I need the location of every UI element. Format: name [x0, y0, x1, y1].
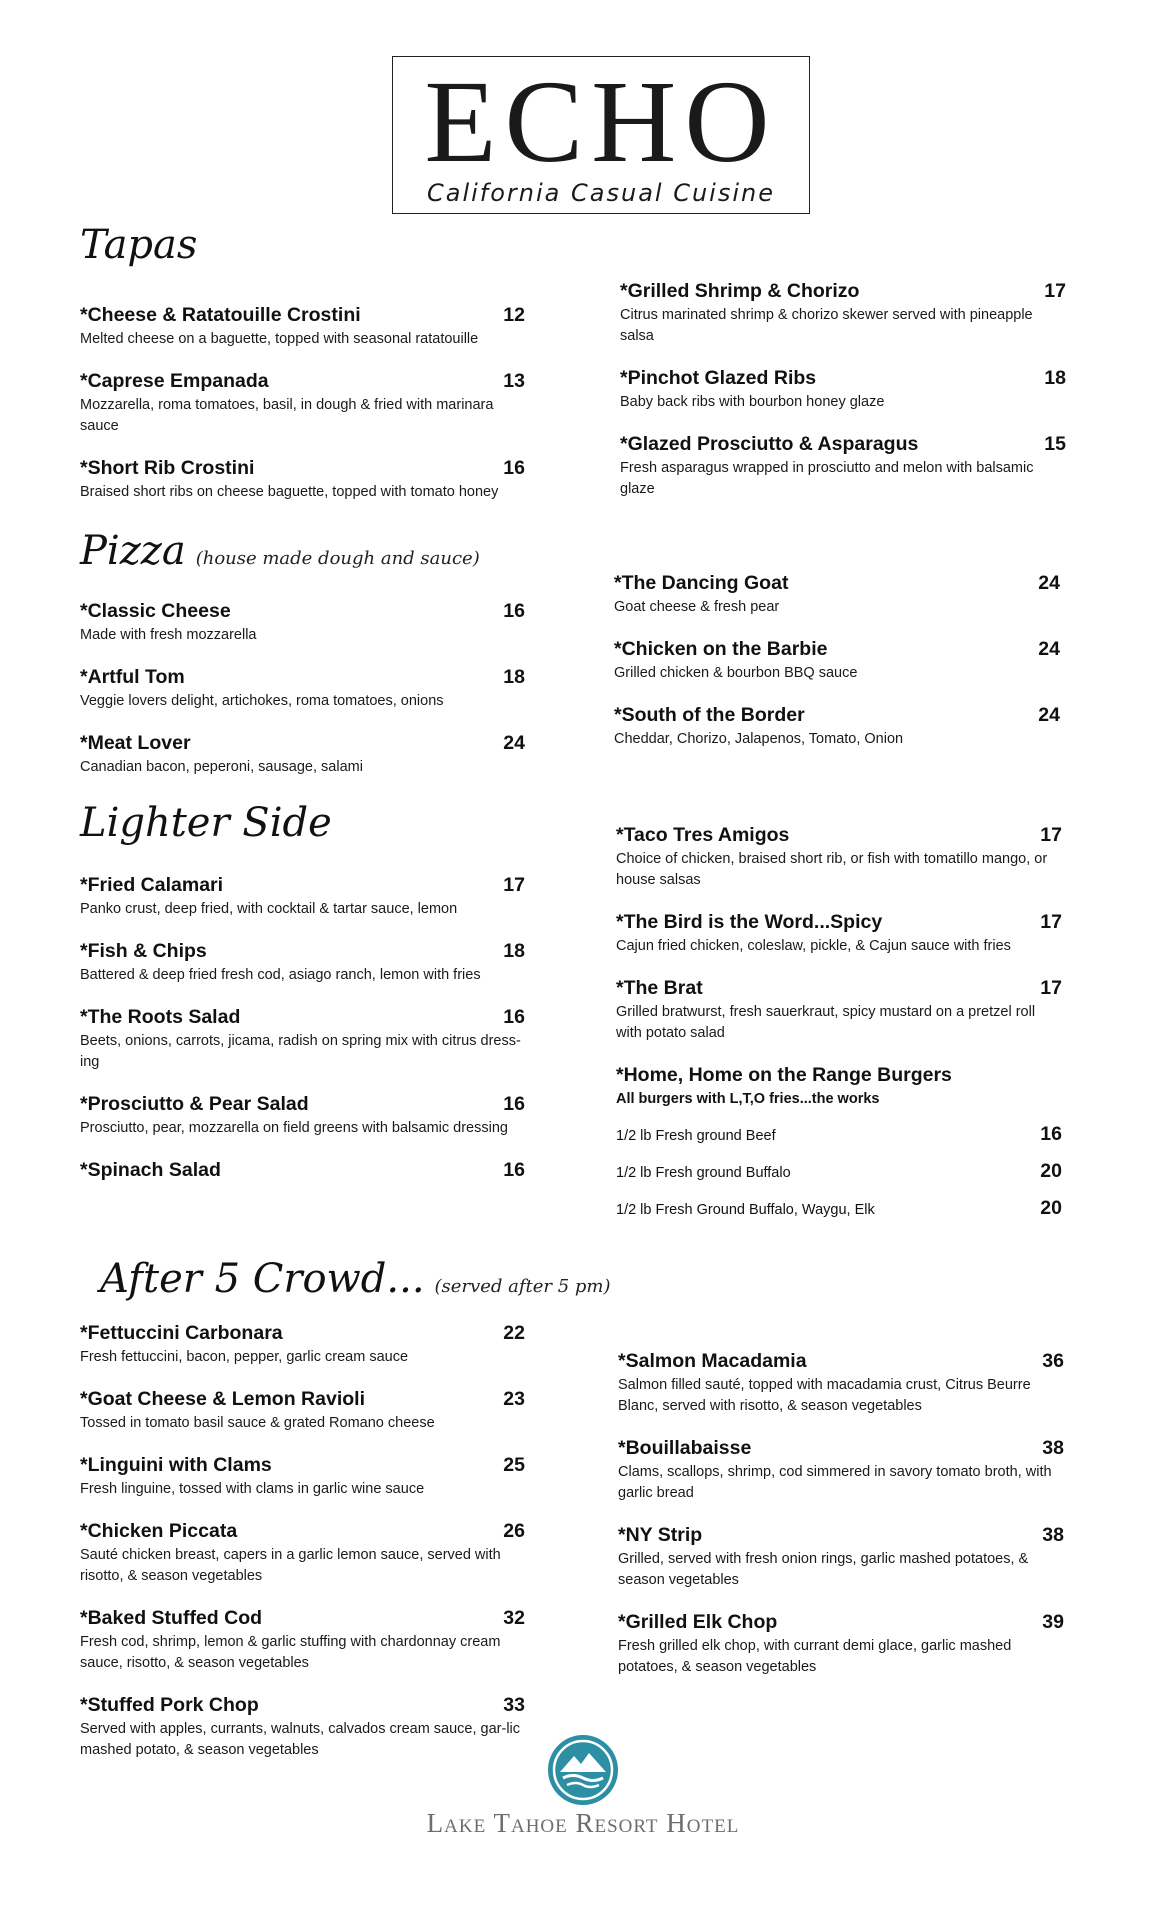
echo-logo — [392, 56, 810, 214]
menu-item-name: *South of the Border — [614, 704, 805, 726]
menu-item-price: 24 — [1038, 572, 1060, 594]
menu-item-name: *Fettuccini Carbonara — [80, 1322, 283, 1344]
burger-option-label: 1/2 lb Fresh Ground Buffalo, Waygu, Elk — [616, 1202, 875, 1218]
menu-item-price: 24 — [1038, 704, 1060, 726]
menu-item-price: 36 — [1042, 1350, 1064, 1372]
section-title-text: After 5 Crowd... — [100, 1256, 425, 1302]
tapas-right-column — [620, 280, 1066, 520]
burger-option-price: 20 — [1040, 1160, 1062, 1182]
menu-item-price: 38 — [1042, 1524, 1064, 1546]
menu-item-description: Fresh fettuccini, bacon, pepper, garlic cream sauce — [80, 1349, 409, 1365]
menu-item — [80, 874, 525, 920]
menu-item-description: Cheddar, Chorizo, Jalapenos, Tomato, Onion — [614, 731, 904, 747]
menu-item — [80, 666, 525, 712]
menu-item-price: 32 — [503, 1607, 525, 1629]
menu-item — [80, 1388, 525, 1434]
menu-item — [618, 1611, 1064, 1678]
menu-item — [80, 1694, 525, 1761]
menu-item-price: 33 — [503, 1694, 525, 1716]
menu-item-description: Goat cheese & fresh pear — [614, 599, 780, 615]
menu-item-description: Veggie lovers delight, artichokes, roma tomatoes, onions — [80, 693, 444, 709]
menu-item-description: Salmon filled sauté, topped with macadamia crust, Citrus Beurre Blanc, served with risotto, & season vegetables — [618, 1377, 1031, 1414]
section-title-lighter-side — [80, 800, 332, 846]
menu-item-name: *Linguini with Clams — [80, 1454, 272, 1476]
menu-item-price: 16 — [503, 1093, 525, 1115]
menu-item — [616, 911, 1062, 957]
menu-item-name: *Stuffed Pork Chop — [80, 1694, 259, 1716]
menu-item — [618, 1350, 1064, 1417]
menu-item — [620, 367, 1066, 413]
section-title-pizza — [80, 528, 480, 574]
menu-item-description: Melted cheese on a baguette, topped with seasonal ratatouille — [80, 331, 479, 347]
menu-item-description: Citrus marinated shrimp & chorizo skewer served with pineapple salsa — [620, 307, 1033, 344]
menu-item-price: 18 — [503, 666, 525, 688]
section-title-text: Pizza — [80, 528, 186, 574]
menu-item — [80, 1093, 525, 1139]
menu-item-price: 24 — [1038, 638, 1060, 660]
menu-item-price: 12 — [503, 304, 525, 326]
menu-item-description: Clams, scallops, shrimp, cod simmered in savory tomato broth, with garlic bread — [618, 1464, 1052, 1501]
menu-item-name: *The Dancing Goat — [614, 572, 789, 594]
menu-item-price: 24 — [503, 732, 525, 754]
menu-item-description: Grilled bratwurst, fresh sauerkraut, spicy mustard on a pretzel roll with potato salad — [616, 1004, 1036, 1041]
section-title-tapas — [80, 222, 197, 268]
menu-item-description: Baby back ribs with bourbon honey glaze — [620, 394, 885, 410]
menu-item — [80, 940, 525, 986]
menu-item — [80, 1520, 525, 1587]
burger-option — [616, 1197, 1062, 1220]
mountain-lake-icon — [547, 1734, 619, 1806]
menu-item-name: *Fried Calamari — [80, 874, 224, 896]
menu-item-name: *Grilled Shrimp & Chorizo — [620, 280, 860, 302]
menu-item-description: Grilled chicken & bourbon BBQ sauce — [614, 665, 858, 681]
menu-item-price: 16 — [503, 600, 525, 622]
menu-item-price: 15 — [1044, 433, 1066, 455]
menu-item-price: 18 — [1044, 367, 1066, 389]
menu-item-name: *Short Rib Crostini — [80, 457, 255, 479]
section-note: (served after 5 pm) — [434, 1276, 611, 1297]
burger-option — [616, 1123, 1062, 1146]
menu-item-name: *Bouillabaisse — [618, 1437, 752, 1459]
tapas-left-column — [80, 304, 525, 523]
menu-item-name: *Artful Tom — [80, 666, 185, 688]
pizza-left-column — [80, 600, 525, 798]
menu-item-price: 13 — [503, 370, 525, 392]
menu-item — [80, 1159, 525, 1182]
menu-item-price: 16 — [503, 457, 525, 479]
after5-left-column — [80, 1322, 525, 1781]
menu-item — [614, 704, 1060, 750]
menu-item-name: *Glazed Prosciutto & Asparagus — [620, 433, 919, 455]
menu-item-name: *The Bird is the Word...Spicy — [616, 911, 883, 933]
menu-item-name: *Chicken on the Barbie — [614, 638, 828, 660]
menu-item — [616, 977, 1062, 1044]
burgers-subhead: All burgers with L,T,O fries...the works — [616, 1091, 880, 1107]
logo-wordmark: ECHO — [424, 56, 778, 187]
menu-item-price: 17 — [1040, 977, 1062, 999]
menu-item-description: Fresh asparagus wrapped in prosciutto and melon with balsamic glaze — [620, 460, 1034, 497]
burger-option-label: 1/2 lb Fresh ground Beef — [616, 1128, 776, 1144]
menu-item-name: *Chicken Piccata — [80, 1520, 238, 1542]
menu-item-name: *The Brat — [616, 977, 703, 999]
menu-item — [80, 1454, 525, 1500]
burgers-name: *Home, Home on the Range Burgers — [616, 1064, 952, 1086]
menu-item-description: Prosciutto, pear, mozzarella on field greens with balsamic dressing — [80, 1120, 508, 1136]
menu-item-name: *Grilled Elk Chop — [618, 1611, 778, 1633]
menu-item — [620, 433, 1066, 500]
menu-item-price: 18 — [503, 940, 525, 962]
menu-item-description: Cajun fried chicken, coleslaw, pickle, & Cajun sauce with fries — [616, 938, 1011, 954]
menu-item-description: Grilled, served with fresh onion rings, garlic mashed potatoes, & season vegetables — [618, 1551, 1029, 1588]
menu-item-name: *Pinchot Glazed Ribs — [620, 367, 817, 389]
menu-item — [80, 600, 525, 646]
menu-item-name: *Fish & Chips — [80, 940, 207, 962]
menu-item-description: Sauté chicken breast, capers in a garlic lemon sauce, served with risotto, & season vegetables — [80, 1547, 501, 1584]
menu-item — [80, 304, 525, 350]
pizza-right-column — [614, 572, 1060, 770]
menu-item-name: *Spinach Salad — [80, 1159, 221, 1181]
burger-option-label: 1/2 lb Fresh ground Buffalo — [616, 1165, 791, 1181]
menu-item-price: 17 — [1040, 911, 1062, 933]
menu-item — [616, 824, 1062, 891]
menu-item-name: *Taco Tres Amigos — [616, 824, 790, 846]
menu-item-name: *Meat Lover — [80, 732, 191, 754]
menu-item-description: Mozzarella, roma tomatoes, basil, in dough & fried with marinara sauce — [80, 397, 494, 434]
menu-item-name: *Goat Cheese & Lemon Ravioli — [80, 1388, 365, 1410]
menu-item-description: Fresh cod, shrimp, lemon & garlic stuffing with chardonnay cream sauce, risotto, & season vegetables — [80, 1634, 501, 1671]
menu-item-price: 17 — [503, 874, 525, 896]
menu-item-name: *Baked Stuffed Cod — [80, 1607, 263, 1629]
burgers-block — [616, 1064, 1062, 1220]
menu-item — [80, 457, 525, 503]
burger-option-price: 20 — [1040, 1197, 1062, 1219]
menu-item — [80, 1006, 525, 1073]
after5-right-column — [618, 1350, 1064, 1698]
menu-item-description: Panko crust, deep fried, with cocktail & tartar sauce, lemon — [80, 901, 458, 917]
menu-item-price: 23 — [503, 1388, 525, 1410]
menu-item-price: 22 — [503, 1322, 525, 1344]
lighter-right-column — [616, 824, 1062, 1240]
menu-item-description: Made with fresh mozzarella — [80, 627, 257, 643]
menu-item-name: *Caprese Empanada — [80, 370, 269, 392]
menu-item-description: Choice of chicken, braised short rib, or fish with tomatillo mango, or house salsas — [616, 851, 1048, 888]
menu-item-name: *Cheese & Ratatouille Crostini — [80, 304, 361, 326]
section-title-text: Tapas — [80, 222, 198, 268]
menu-item-description: Fresh linguine, tossed with clams in garlic wine sauce — [80, 1481, 425, 1497]
menu-item-price: 17 — [1040, 824, 1062, 846]
menu-item-description: Tossed in tomato basil sauce & grated Romano cheese — [80, 1415, 435, 1431]
menu-item-description: Served with apples, currants, walnuts, calvados cream sauce, gar-lic mashed potato, & season vegetables — [80, 1721, 521, 1758]
menu-item — [618, 1437, 1064, 1504]
menu-item-price: 17 — [1044, 280, 1066, 302]
section-title-after-5 — [100, 1256, 611, 1302]
menu-item — [80, 1607, 525, 1674]
menu-item-name: *NY Strip — [618, 1524, 703, 1546]
menu-item-description: Beets, onions, carrots, jicama, radish on spring mix with citrus dress-ing — [80, 1033, 521, 1070]
lighter-left-column — [80, 874, 525, 1202]
menu-item-name: *Salmon Macadamia — [618, 1350, 807, 1372]
burger-option-price: 16 — [1040, 1123, 1062, 1145]
menu-item — [80, 732, 525, 778]
menu-item-name: *The Roots Salad — [80, 1006, 241, 1028]
section-title-text: Lighter Side — [80, 800, 332, 846]
menu-item-name: *Classic Cheese — [80, 600, 231, 622]
menu-item-price: 39 — [1042, 1611, 1064, 1633]
menu-item-description: Braised short ribs on cheese baguette, topped with tomato honey — [80, 484, 499, 500]
menu-item — [614, 638, 1060, 684]
burger-option — [616, 1160, 1062, 1183]
logo-tagline: California Casual Cuisine — [427, 179, 775, 207]
menu-item — [620, 280, 1066, 347]
menu-item-name: *Prosciutto & Pear Salad — [80, 1093, 309, 1115]
hotel-name: Lake Tahoe Resort Hotel — [426, 1808, 740, 1838]
menu-item-price: 16 — [503, 1159, 525, 1181]
menu-item-description: Fresh grilled elk chop, with currant demi glace, garlic mashed potatoes, & season vegetables — [618, 1638, 1012, 1675]
menu-item-description: Battered & deep fried fresh cod, asiago ranch, lemon with fries — [80, 967, 481, 983]
menu-item-description: Canadian bacon, peperoni, sausage, salami — [80, 759, 363, 775]
menu-item-price: 38 — [1042, 1437, 1064, 1459]
menu-item-price: 16 — [503, 1006, 525, 1028]
menu-item — [80, 1322, 525, 1368]
menu-item — [614, 572, 1060, 618]
menu-item-price: 26 — [503, 1520, 525, 1542]
menu-item — [80, 370, 525, 437]
menu-item — [618, 1524, 1064, 1591]
menu-item-price: 25 — [503, 1454, 525, 1476]
section-note: (house made dough and sauce) — [195, 548, 480, 569]
